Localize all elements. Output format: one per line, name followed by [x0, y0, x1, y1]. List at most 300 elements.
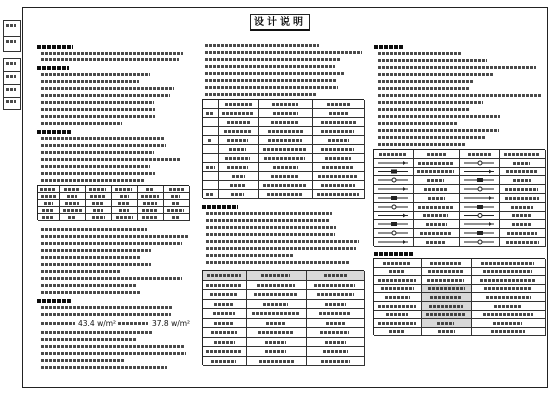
- table-cell: [86, 207, 112, 214]
- text-line: [430, 296, 462, 299]
- section-heading: [374, 45, 404, 49]
- text-line: [41, 80, 139, 83]
- text-line: [41, 322, 75, 325]
- text-line: [206, 219, 330, 222]
- text-line: [167, 209, 184, 212]
- text-line: [263, 148, 307, 151]
- text-line: [214, 303, 234, 306]
- table-cell: [313, 154, 365, 163]
- text-line: [41, 291, 140, 294]
- text-line: [480, 279, 536, 282]
- text-line: [378, 87, 469, 90]
- legend-symbol: [374, 229, 412, 237]
- table-cell: [422, 328, 472, 336]
- legend-symbol: [460, 238, 498, 246]
- text-line: [317, 293, 354, 296]
- legend-arrow-mark: [403, 161, 406, 165]
- table-cell: [164, 186, 190, 193]
- table-cell: [374, 302, 422, 311]
- text-line: [378, 279, 416, 282]
- table-cell: [112, 193, 138, 200]
- table-cell: [414, 194, 460, 203]
- table-cell: [313, 190, 365, 199]
- text-line: [41, 242, 182, 245]
- text-line: [41, 108, 155, 111]
- text-line: [378, 322, 416, 325]
- legend-symbol: [374, 176, 412, 184]
- table-cell: [247, 271, 307, 281]
- text-line: [211, 360, 236, 363]
- text-line: [41, 73, 150, 76]
- text-line: [41, 115, 155, 118]
- table-cell: [500, 194, 546, 203]
- table-cell: [313, 181, 365, 190]
- load-value-a: 43.4 w/m²: [78, 319, 117, 328]
- text-line: [271, 121, 299, 124]
- table-cell: [313, 163, 365, 172]
- text-line: [325, 341, 346, 344]
- table-cell: [219, 127, 259, 136]
- text-line: [273, 166, 298, 169]
- text-line: [385, 296, 410, 299]
- text-line: [378, 94, 541, 97]
- table-cell: [219, 145, 259, 154]
- text-line: [206, 261, 349, 264]
- text-line: [513, 179, 531, 182]
- material-table: [202, 270, 364, 365]
- table-cell: [203, 347, 247, 357]
- text-line: [41, 270, 121, 273]
- table-cell: [259, 163, 313, 172]
- text-line: [389, 270, 404, 273]
- section-heading: [37, 66, 69, 70]
- text-line: [512, 223, 532, 226]
- text-line: [41, 137, 165, 140]
- legend-valve-mark: [478, 187, 482, 191]
- text-line: [225, 103, 252, 106]
- text-line: [142, 209, 158, 212]
- strip-text: [6, 40, 16, 43]
- text-line: [321, 360, 350, 363]
- text-line: [378, 115, 500, 118]
- table-cell: [164, 214, 190, 221]
- text-line: [41, 165, 150, 168]
- table-cell: [38, 193, 60, 200]
- table-cell: [307, 290, 365, 300]
- table-cell: [313, 127, 365, 136]
- table-cell: [374, 259, 422, 268]
- legend-symbol: [460, 212, 498, 219]
- text-line: [427, 179, 444, 182]
- table-cell: [374, 293, 422, 302]
- pipe-table: [37, 185, 189, 220]
- text-line: [323, 350, 348, 353]
- text-line: [427, 279, 464, 282]
- table-cell: [112, 200, 138, 207]
- table-cell: [313, 109, 365, 118]
- text-line: [146, 188, 154, 191]
- text-line: [229, 148, 246, 151]
- table-cell: [112, 186, 138, 193]
- text-line: [468, 153, 491, 156]
- text-line: [208, 139, 212, 142]
- strip-text: [6, 62, 16, 65]
- legend-symbol: [374, 203, 412, 211]
- table-cell: [422, 293, 472, 302]
- text-line: [64, 188, 80, 191]
- text-line: [324, 274, 347, 277]
- text-line: [40, 188, 55, 191]
- table-cell: [259, 145, 313, 154]
- table-cell: [460, 229, 500, 238]
- table-cell: [38, 214, 60, 221]
- text-line: [506, 241, 539, 244]
- text-line: [169, 188, 184, 191]
- text-line: [41, 122, 122, 125]
- text-line: [378, 59, 487, 62]
- table-cell: [460, 212, 500, 220]
- text-line: [172, 202, 180, 205]
- text-line: [119, 209, 129, 212]
- text-line: [227, 139, 248, 142]
- text-line: [206, 166, 215, 169]
- text-line: [325, 157, 351, 160]
- table-cell: [500, 185, 546, 194]
- strip-text: [6, 24, 16, 27]
- text-line: [271, 175, 298, 178]
- text-line: [171, 195, 180, 198]
- legend-symbol: [460, 203, 498, 211]
- table-cell: [203, 309, 247, 319]
- table-cell: [60, 186, 86, 193]
- text-line: [118, 322, 148, 325]
- strip-cell: [4, 59, 20, 72]
- text-line: [265, 350, 286, 353]
- text-line: [41, 228, 147, 231]
- table-cell: [472, 276, 546, 285]
- table-cell: [460, 159, 500, 168]
- text-line: [424, 188, 448, 191]
- text-line: [41, 263, 151, 266]
- legend-arrow-mark: [489, 222, 492, 226]
- text-line: [205, 51, 362, 54]
- text-line: [41, 87, 174, 90]
- table-cell: [472, 259, 546, 268]
- table-cell: [247, 357, 307, 366]
- table-cell: [374, 268, 422, 276]
- text-line: [266, 322, 285, 325]
- table-cell: [203, 109, 219, 118]
- table-cell: [307, 300, 365, 309]
- table-cell: [374, 220, 414, 229]
- equipment-table: [202, 99, 364, 198]
- text-line: [493, 322, 522, 325]
- table-cell: [247, 338, 307, 347]
- table-cell: [247, 300, 307, 309]
- text-line: [507, 232, 537, 235]
- table-cell: [313, 118, 365, 127]
- table-cell: [60, 207, 86, 214]
- legend-symbol: [460, 220, 498, 228]
- text-line: [205, 86, 338, 89]
- text-line: [214, 322, 234, 325]
- text-line: [210, 293, 237, 296]
- table-cell: [414, 212, 460, 220]
- table-cell: [307, 309, 365, 319]
- table-cell: [203, 154, 219, 163]
- text-line: [41, 345, 185, 348]
- table-cell: [259, 118, 313, 127]
- text-line: [428, 287, 465, 290]
- legend-symbol: [374, 212, 412, 219]
- table-cell: [203, 163, 219, 172]
- text-line: [258, 331, 294, 334]
- legend-symbol: [374, 168, 412, 175]
- table-cell: [374, 150, 414, 159]
- text-line: [273, 112, 298, 115]
- table-cell: [307, 328, 365, 338]
- table-cell: [164, 200, 190, 207]
- table-cell: [112, 207, 138, 214]
- legend-symbol: [374, 238, 412, 246]
- table-cell: [374, 159, 414, 168]
- table-cell: [374, 212, 414, 220]
- table-cell: [414, 150, 460, 159]
- legend-valve-mark: [478, 240, 482, 244]
- text-line: [92, 216, 105, 219]
- text-line: [267, 193, 303, 196]
- table-cell: [203, 190, 219, 199]
- strip-text: [6, 75, 16, 78]
- table-cell: [60, 200, 86, 207]
- text-line: [93, 209, 103, 212]
- legend-table: [373, 149, 545, 246]
- text-line: [386, 313, 408, 316]
- table-cell: [247, 347, 307, 357]
- text-line: [512, 214, 531, 217]
- text-line: [89, 188, 106, 191]
- text-line: [257, 284, 295, 287]
- text-line: [259, 360, 294, 363]
- table-cell: [460, 168, 500, 176]
- table-cell: [203, 181, 219, 190]
- text-line: [120, 195, 129, 198]
- text-line: [41, 144, 166, 147]
- text-line: [205, 79, 337, 82]
- table-cell: [374, 229, 414, 238]
- text-line: [41, 352, 186, 355]
- table-cell: [414, 203, 460, 212]
- table-cell: [313, 172, 365, 181]
- text-line: [206, 233, 335, 236]
- legend-symbol: [460, 194, 498, 202]
- table-cell: [500, 212, 546, 220]
- legend-block-mark: [477, 178, 483, 182]
- text-line: [41, 366, 167, 369]
- table-cell: [259, 181, 313, 190]
- text-line: [328, 139, 349, 142]
- section-heading: [37, 299, 71, 303]
- table-cell: [307, 281, 365, 290]
- text-line: [142, 216, 158, 219]
- table-cell: [374, 203, 414, 212]
- text-line: [41, 195, 56, 198]
- table-cell: [203, 127, 219, 136]
- text-line: [429, 305, 463, 308]
- text-line: [205, 93, 316, 96]
- text-line: [418, 162, 454, 165]
- text-line: [41, 284, 137, 287]
- table-cell: [203, 338, 247, 347]
- table-cell: [307, 357, 365, 366]
- table-cell: [247, 328, 307, 338]
- text-line: [264, 157, 305, 160]
- text-line: [426, 313, 465, 316]
- text-line: [327, 103, 350, 106]
- table-cell: [374, 319, 422, 328]
- table-cell: [460, 185, 500, 194]
- text-line: [320, 331, 349, 334]
- table-cell: [247, 281, 307, 290]
- text-line: [42, 216, 54, 219]
- text-line: [41, 256, 141, 259]
- text-line: [214, 341, 235, 344]
- table-cell: [472, 285, 546, 293]
- text-line: [513, 162, 530, 165]
- text-line: [44, 202, 53, 205]
- legend-block-mark: [391, 170, 397, 174]
- table-cell: [259, 172, 313, 181]
- table-cell: [247, 309, 307, 319]
- text-line: [317, 193, 359, 196]
- text-line: [483, 270, 532, 273]
- table-cell: [259, 109, 313, 118]
- table-cell: [422, 259, 472, 268]
- text-line: [92, 202, 103, 205]
- text-line: [272, 103, 298, 106]
- text-line: [381, 287, 414, 290]
- text-line: [63, 209, 82, 212]
- table-cell: [86, 214, 112, 221]
- sheet-title: 设计说明: [250, 14, 310, 31]
- text-line: [505, 188, 538, 191]
- text-line: [206, 247, 356, 250]
- text-line: [172, 216, 180, 219]
- text-line: [430, 262, 462, 265]
- text-line: [379, 153, 407, 156]
- table-cell: [138, 200, 164, 207]
- table-cell: [460, 194, 500, 203]
- table-cell: [38, 207, 60, 214]
- legend-symbol: [374, 185, 412, 193]
- text-line: [206, 284, 242, 287]
- table-cell: [472, 293, 546, 302]
- text-line: [206, 112, 214, 115]
- legend-block-mark: [477, 205, 483, 209]
- table-cell: [500, 220, 546, 229]
- table-cell: [138, 214, 164, 221]
- text-line: [41, 359, 125, 362]
- table-cell: [500, 229, 546, 238]
- legend-valve-mark: [392, 178, 396, 182]
- table-cell: [414, 238, 460, 247]
- legend-symbol: [460, 229, 498, 237]
- table-cell: [472, 328, 546, 336]
- legend-block-mark: [391, 222, 397, 226]
- table-cell: [259, 100, 313, 109]
- table-cell: [422, 311, 472, 319]
- text-line: [268, 130, 303, 133]
- text-line: [41, 338, 136, 341]
- table-cell: [203, 357, 247, 366]
- text-line: [206, 226, 336, 229]
- table-cell: [219, 163, 259, 172]
- text-line: [41, 331, 153, 334]
- table-cell: [219, 136, 259, 145]
- table-cell: [138, 207, 164, 214]
- table-cell: [259, 190, 313, 199]
- text-line: [42, 209, 54, 212]
- table-cell: [422, 302, 472, 311]
- text-line: [65, 202, 79, 205]
- table-cell: [203, 145, 219, 154]
- table-cell: [203, 319, 247, 328]
- text-line: [206, 212, 332, 215]
- table-cell: [247, 290, 307, 300]
- text-line: [322, 166, 354, 169]
- text-line: [428, 197, 445, 200]
- text-line: [41, 58, 179, 61]
- text-line: [319, 312, 350, 315]
- table-cell: [86, 200, 112, 207]
- strip-text: [6, 88, 16, 91]
- text-line: [230, 184, 246, 187]
- text-line: [506, 170, 538, 173]
- table-cell: [500, 159, 546, 168]
- text-line: [378, 52, 461, 55]
- table-cell: [500, 238, 546, 247]
- text-line: [321, 121, 356, 124]
- text-line: [417, 170, 454, 173]
- text-line: [505, 197, 539, 200]
- text-line: [116, 216, 133, 219]
- text-line: [213, 312, 235, 315]
- text-line: [504, 153, 539, 156]
- text-line: [378, 136, 486, 139]
- text-line: [206, 350, 241, 353]
- table-cell: [259, 154, 313, 163]
- text-line: [326, 322, 345, 325]
- table-cell: [460, 203, 500, 212]
- text-line: [211, 331, 237, 334]
- strip-cell: [4, 85, 20, 98]
- strip-text: [6, 100, 16, 103]
- text-line: [389, 330, 405, 333]
- table-cell: [203, 172, 219, 181]
- table-cell: [374, 185, 414, 194]
- standard-atlas-table: [373, 258, 545, 335]
- text-line: [428, 270, 464, 273]
- text-line: [378, 66, 536, 69]
- text-line: [232, 175, 245, 178]
- table-cell: [219, 154, 259, 163]
- text-line: [438, 330, 455, 333]
- text-line: [41, 235, 188, 238]
- legend-symbol: [374, 159, 412, 167]
- table-cell: [219, 181, 259, 190]
- text-line: [227, 121, 250, 124]
- text-line: [483, 313, 533, 316]
